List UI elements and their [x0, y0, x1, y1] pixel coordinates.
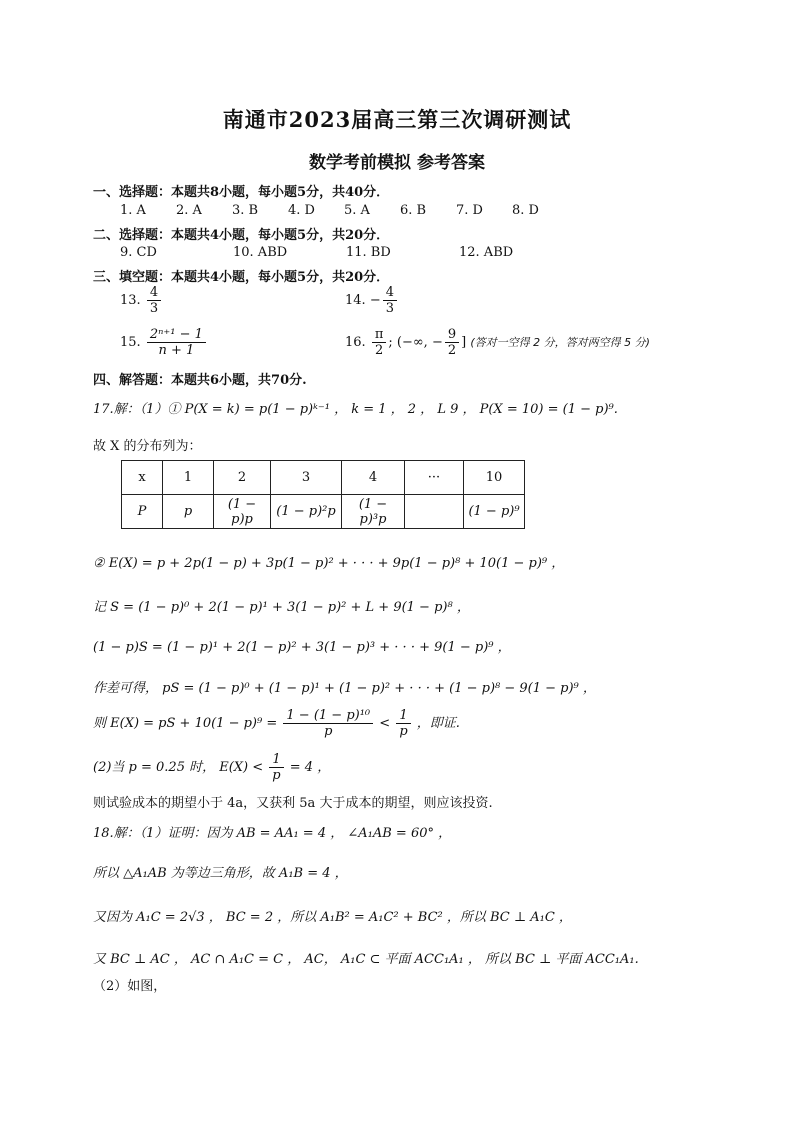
fraction: $\frac{4}{3}$ [147, 285, 161, 316]
section3-heading: 三、填空题：本题共4小题，每小题5分，共20分． [93, 270, 390, 285]
q18-line-3: 又因为 A₁C = 2√3 ， BC = 2 ，所以 A₁B² = A₁C² + BC² ，所以 BC ⊥ A₁C ， [93, 910, 572, 925]
table-cell: p [163, 495, 214, 529]
answer-9: 9. CD [120, 245, 157, 260]
section1-heading: 一、选择题：本题共8小题，每小题5分，共40分． [93, 185, 390, 200]
fraction: $\frac{4}{3}$ [383, 285, 397, 316]
table-cell: 2 [214, 461, 271, 495]
q17-line-7: 则 E(X) = pS + 10(1 − p)⁹ = $\frac{\text{1 − (1 − p)¹⁰}}{p}$ < $\frac{1}{p}$ ，即证. [93, 708, 460, 739]
q17-line-4: 记 S = (1 − p)⁰ + 2(1 − p)¹ + 3(1 − p)² + L + 9(1 − p)⁸ ， [93, 600, 470, 615]
q17-line-1: 17.解：（1）① P(X = k) = p(1 − p)ᵏ⁻¹ ， k = 1 ， 2 ， L 9 ， P(X = 10) = (1 − p)⁹. [93, 402, 618, 417]
q17-line-9: 则试验成本的期望小于 4a，又获利 5a 大于成本的期望，则应该投资. [93, 796, 493, 811]
table-cell: 10 [464, 461, 525, 495]
table-cell: P [122, 495, 163, 529]
table-cell: (1 − p)p [214, 495, 271, 529]
answer-4: 4. D [288, 203, 315, 218]
answer-12: 12. ABD [459, 245, 514, 260]
answer-15: 15. $\frac{\text{2ⁿ⁺¹ − 1}}{n + 1}$ [120, 327, 208, 358]
table-row [122, 495, 525, 529]
answer-2: 2. A [176, 203, 202, 218]
section4-heading: 四、解答题：本题共6小题，共70分. [93, 373, 307, 388]
q17-line-3: ② E(X) = p + 2p(1 − p) + 3p(1 − p)² + · · · + 9p(1 − p)⁸ + 10(1 − p)⁹ ， [93, 556, 565, 571]
q18-line-5: （2）如图， [93, 979, 167, 994]
table-cell: 1 [163, 461, 214, 495]
answer-14: 14. − $\frac{4}{3}$ [345, 285, 399, 316]
scoring-note: (答对一空得 2 分，答对两空得 5 分) [470, 336, 650, 349]
fraction: $\frac{\text{1 − (1 − p)¹⁰}}{p}$ [283, 708, 373, 739]
section1-answers [120, 203, 568, 218]
answer-7: 7. D [456, 203, 483, 218]
answer-11: 11. BD [346, 245, 391, 260]
q18-line-2: 所以 △A₁AB 为等边三角形，故 A₁B = 4 ， [93, 866, 348, 881]
table-cell: ··· [405, 461, 464, 495]
answer-10: 10. ABD [233, 245, 288, 260]
q17-line-5: (1 − p)S = (1 − p)¹ + 2(1 − p)² + 3(1 − p)³ + · · · + 9(1 − p)⁹ ， [93, 640, 511, 655]
page-title: 南通市2023届高三第三次调研测试 [222, 107, 572, 132]
fraction: $\frac{\text{2ⁿ⁺¹ − 1}}{n + 1}$ [147, 327, 206, 358]
table-cell: (1 − p)⁹ [464, 495, 525, 529]
answer-13: 13. $\frac{4}{3}$ [120, 285, 163, 316]
answer-8: 8. D [512, 203, 539, 218]
table-cell: 4 [342, 461, 405, 495]
table-cell: x [122, 461, 163, 495]
fraction: $\frac{\pi}{2}$ [372, 327, 387, 358]
table-cell: (1 − p)³p [342, 495, 405, 529]
table-cell: (1 − p)²p [271, 495, 342, 529]
table-cell: 3 [271, 461, 342, 495]
answer-6: 6. B [400, 203, 427, 218]
q17-line-2: 故 X 的分布列为： [93, 439, 202, 454]
answer-3: 3. B [232, 203, 259, 218]
q17-line-8: (2)当 p = 0.25 时， E(X) < $\frac{1}{p}$ = 4 ， [93, 752, 331, 783]
fraction: $\frac{1}{p}$ [396, 708, 410, 739]
answer-16: 16. $\frac{\pi}{2}$ ; (−∞, − $\frac{9}{2}$ ] (答对一空得 2 分，答对两空得 5 分) [345, 327, 650, 358]
answer-1: 1. A [120, 203, 146, 218]
answer-5: 5. A [344, 203, 370, 218]
table-cell [405, 495, 464, 529]
section2-heading: 二、选择题：本题共4小题，每小题5分，共20分． [93, 228, 390, 243]
distribution-table [121, 460, 525, 529]
q18-line-1: 18.解：（1）证明：因为 AB = AA₁ = 4 ， ∠A₁AB = 60° ， [93, 826, 452, 841]
section2-answers [120, 245, 572, 260]
fraction: $\frac{1}{p}$ [269, 752, 283, 783]
q18-line-4: 又 BC ⊥ AC ， AC ∩ A₁C = C ， AC， A₁C ⊂ 平面 ACC₁A₁ ， 所以 BC ⊥ 平面 ACC₁A₁. [93, 952, 639, 967]
fraction: $\frac{9}{2}$ [445, 327, 459, 358]
q17-line-6: 作差可得， pS = (1 − p)⁰ + (1 − p)¹ + (1 − p)² + · · · + (1 − p)⁸ − 9(1 − p)⁹ ， [93, 681, 596, 696]
table-row [122, 461, 525, 495]
page-subtitle: 数学考前模拟 参考答案 [309, 153, 485, 173]
